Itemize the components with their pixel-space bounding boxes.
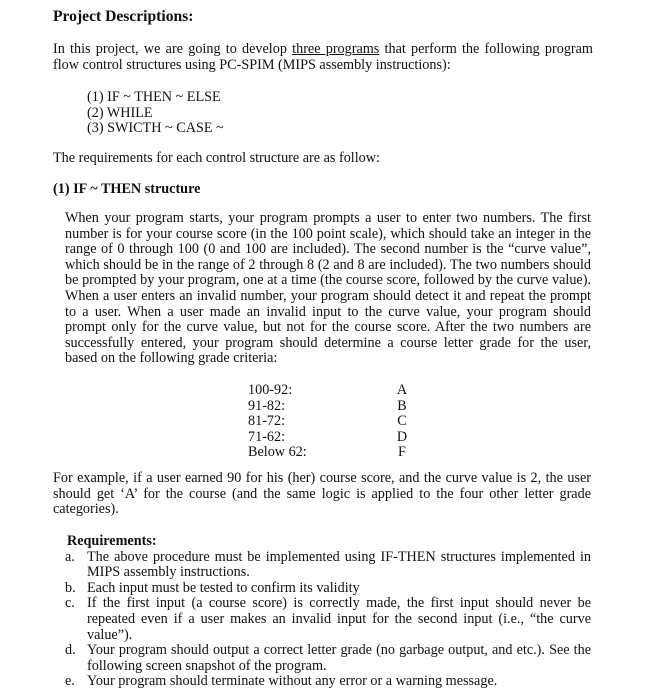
structure-list: [87, 90, 224, 137]
requirement-marker: c.: [65, 595, 75, 612]
requirement-marker: d.: [65, 642, 76, 659]
example-paragraph: For example, if a user earned 90 for his (her) course score, and the curve value is 2, the user should get ‘A’ for the course (and the same logic is applied to the four other letter grade categories).: [53, 470, 591, 518]
structure-item: (2) WHILE: [87, 104, 153, 121]
requirement-marker: e.: [65, 673, 75, 690]
requirement-marker: b.: [65, 579, 76, 596]
requirement-item: [65, 581, 591, 597]
requirement-item: [65, 643, 591, 674]
requirement-text: The above procedure must be implemented using IF-THEN structures implemented in MIPS assembly instructions.: [87, 548, 591, 581]
intro-underlined-text: three programs: [292, 41, 380, 57]
grade-range: 81-72:: [248, 413, 286, 430]
requirement-text: If the first input (a course score) is correctly made, the first input should never be repeated even if a user makes an invalid input for the second input (i.e., “the curve value”).: [87, 595, 591, 643]
document-title: Project Descriptions:: [53, 8, 194, 25]
requirement-marker: a.: [65, 548, 75, 565]
requirement-item: [65, 674, 591, 690]
grade-letter: D: [396, 428, 408, 445]
intro-text-start: In this project, we are going to develop: [53, 41, 293, 57]
grade-row: [248, 430, 410, 446]
if-then-description: [65, 211, 591, 367]
requirement-item: [65, 550, 591, 581]
structure-item: (1) IF ~ THEN ~ ELSE: [87, 89, 221, 105]
grade-range: 71-62:: [248, 428, 286, 445]
grade-row: [248, 399, 410, 415]
structure-item: (3) SWICTH ~ CASE ~: [87, 120, 224, 137]
grade-row: [248, 383, 410, 399]
requirement-item: [65, 596, 591, 643]
grade-range: 100-92:: [248, 382, 293, 398]
grade-range: 91-82:: [248, 397, 286, 414]
grade-letter: A: [396, 382, 408, 398]
requirements-title: Requirements:: [67, 533, 157, 549]
intro-paragraph: [53, 42, 593, 73]
requirement-text: Your program should output a correct letter grade (no garbage output, and etc.). See the following screen snapshot of the program.: [87, 642, 591, 674]
grade-row: [248, 445, 410, 461]
requirements-section: [65, 534, 591, 690]
intro-text-end: that perform the following program flow control structures using PC-SPIM (MIPS assembly instructions):: [53, 41, 593, 73]
requirement-text: Each input must be tested to confirm its validity: [87, 579, 360, 596]
grade-letter: F: [398, 444, 406, 461]
grade-range: Below 62:: [248, 444, 307, 461]
requirements-intro: The requirements for each control structure are as follow:: [53, 150, 380, 166]
grade-criteria-table: [248, 383, 410, 461]
grade-letter: C: [397, 413, 407, 430]
grade-letter: B: [397, 397, 407, 414]
if-then-paragraph: When your program starts, your program prompts a user to enter two numbers. The first number is for your course score (in the 100 point scale), which should take an integer in the range of 0 through 100 (0 and 100 are included). The second number is the “curve value”, which should be in the range of 2 through 8 (2 and 8 are included). The two numbers should be prompted by your program, one at a time (the course score, followed by the curve value). When a user enters an invalid number, your program should detect it and repeat the prompt to a user. When a user made an invalid input to the curve value, your program should prompt only for the curve value, but not for the course score. After the two numbers are successfully entered, your program should determine a course letter grade for the user, based on the following grade criteria:: [65, 210, 591, 367]
grade-row: [248, 414, 410, 430]
requirements-list: [65, 550, 591, 690]
section-heading-if-then: (1) IF ~ THEN structure: [53, 181, 201, 197]
requirement-text: Your program should terminate without any error or a warning message.: [87, 673, 498, 690]
